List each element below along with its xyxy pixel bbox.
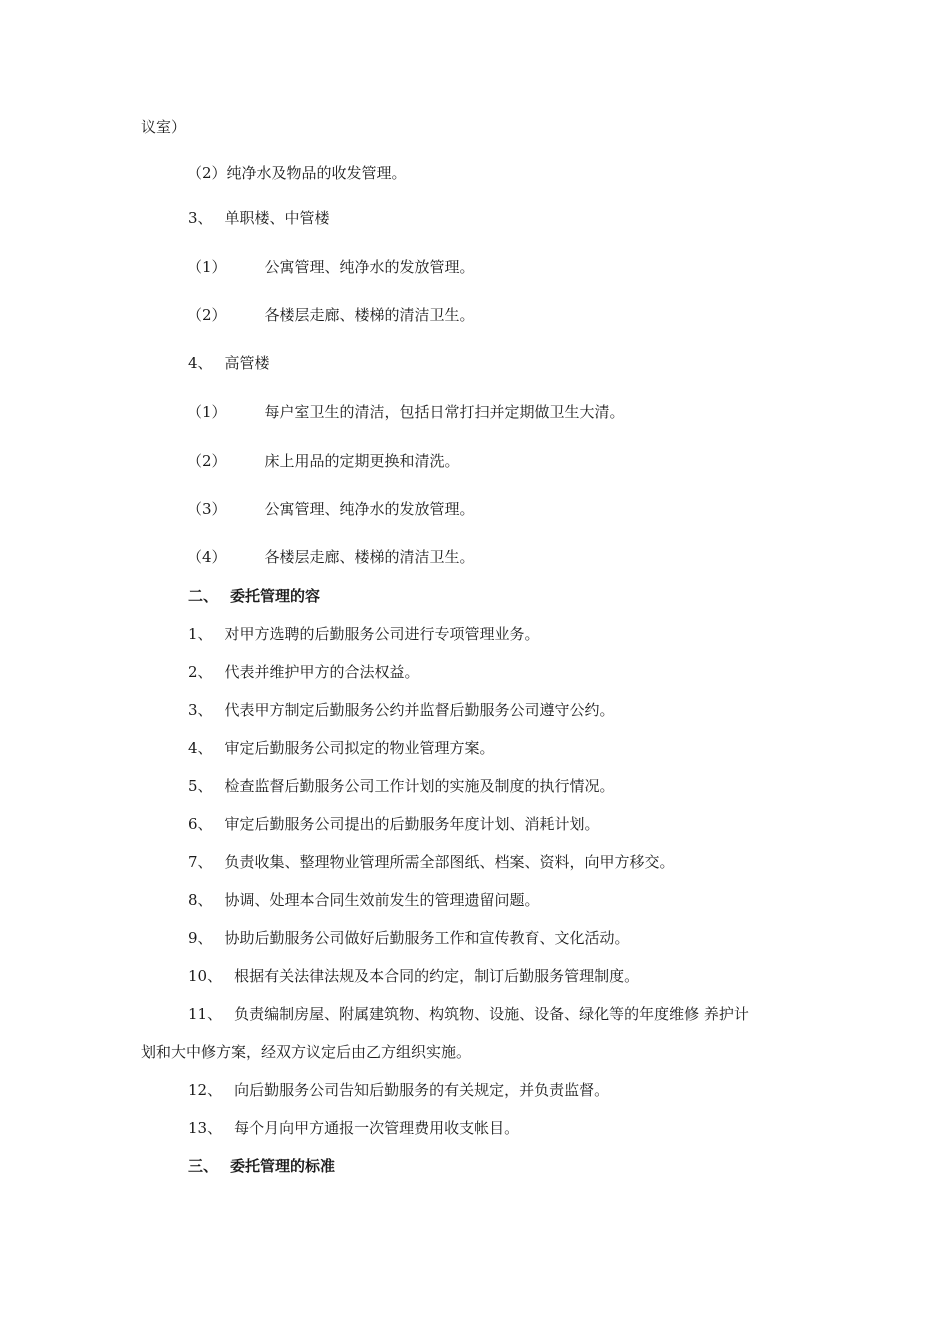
- list-item: [188, 966, 639, 986]
- item-number: （3）: [187, 500, 227, 518]
- item-number: 11、: [188, 1005, 223, 1023]
- line-text: 代表并维护甲方的合法权益。: [224, 663, 420, 681]
- list-item: [188, 700, 615, 720]
- paragraph-continuation: [141, 117, 186, 137]
- item-number: 12、: [188, 1081, 223, 1099]
- section-heading: [188, 1156, 335, 1176]
- list-item: [188, 624, 540, 644]
- item-number: 7、: [188, 853, 213, 871]
- list-item: [188, 852, 675, 872]
- list-item: [187, 499, 475, 519]
- line-text: （2）纯净水及物品的收发管理。: [187, 164, 407, 182]
- section-number: 二、: [188, 587, 219, 605]
- line-text: 根据有关法律法规及本合同的约定，制订后勤服务管理制度。: [234, 967, 640, 985]
- line-text: 床上用品的定期更换和清洗。: [264, 452, 460, 470]
- item-number: 2、: [188, 663, 213, 681]
- item-number: 5、: [188, 777, 213, 795]
- line-text: 公寓管理、纯净水的发放管理。: [264, 258, 475, 276]
- list-item: [188, 928, 630, 948]
- line-text: 划和大中修方案，经双方议定后由乙方组织实施。: [141, 1043, 472, 1061]
- item-number: 8、: [188, 891, 213, 909]
- list-item: [188, 738, 495, 758]
- list-item: [188, 353, 270, 373]
- list-item: [188, 890, 540, 910]
- item-number: 6、: [188, 815, 213, 833]
- line-text: 各楼层走廊、楼梯的清洁卫生。: [264, 548, 475, 566]
- line-text: 负责编制房屋、附属建筑物、构筑物、设施、设备、绿化等的年度维修 养护计: [234, 1005, 749, 1023]
- section-title: 委托管理的标准: [230, 1157, 336, 1175]
- list-item: [187, 257, 475, 277]
- list-item: [188, 662, 420, 682]
- list-item: [188, 1080, 609, 1100]
- item-number: 10、: [188, 967, 223, 985]
- line-text: 协调、处理本合同生效前发生的管理遗留问题。: [224, 891, 540, 909]
- line-text: 每个月向甲方通报一次管理费用收支帐目。: [234, 1119, 520, 1137]
- line-text: 高管楼: [224, 354, 270, 372]
- list-item: [187, 305, 475, 325]
- section-number: 三、: [188, 1157, 219, 1175]
- line-text: 检查监督后勤服务公司工作计划的实施及制度的执行情况。: [224, 777, 615, 795]
- paragraph-continuation: [141, 1042, 471, 1062]
- item-number: 4、: [188, 354, 213, 372]
- list-item: [187, 451, 460, 471]
- line-text: 向后勤服务公司告知后勤服务的有关规定，并负责监督。: [234, 1081, 610, 1099]
- list-item: [188, 776, 615, 796]
- line-text: 各楼层走廊、楼梯的清洁卫生。: [264, 306, 475, 324]
- item-number: 13、: [188, 1119, 223, 1137]
- item-number: （2）: [187, 306, 227, 324]
- line-text: 审定后勤服务公司拟定的物业管理方案。: [224, 739, 495, 757]
- section-title: 委托管理的容: [230, 587, 321, 605]
- item-number: （4）: [187, 548, 227, 566]
- list-item: [188, 1118, 519, 1138]
- item-number: 3、: [188, 209, 213, 227]
- line-text: 议室）: [141, 118, 187, 136]
- item-number: 9、: [188, 929, 213, 947]
- line-text: 协助后勤服务公司做好后勤服务工作和宣传教育、文化活动。: [224, 929, 630, 947]
- list-item: [187, 547, 475, 567]
- item-number: 4、: [188, 739, 213, 757]
- item-number: 3、: [188, 701, 213, 719]
- line-text: 负责收集、整理物业管理所需全部图纸、档案、资料，向甲方移交。: [224, 853, 675, 871]
- line-text: 每户室卫生的清洁，包括日常打扫并定期做卫生大清。: [264, 403, 625, 421]
- line-text: 代表甲方制定后勤服务公约并监督后勤服务公司遵守公约。: [224, 701, 615, 719]
- list-item: [188, 208, 330, 228]
- list-item: [187, 163, 407, 183]
- item-number: （1）: [187, 258, 227, 276]
- section-heading: [188, 586, 320, 606]
- line-text: 公寓管理、纯净水的发放管理。: [264, 500, 475, 518]
- line-text: 对甲方选聘的后勤服务公司进行专项管理业务。: [224, 625, 540, 643]
- item-number: （2）: [187, 452, 227, 470]
- line-text: 单职楼、中管楼: [224, 209, 330, 227]
- list-item: [188, 814, 600, 834]
- item-number: 1、: [188, 625, 213, 643]
- item-number: （1）: [187, 403, 227, 421]
- list-item: [187, 402, 625, 422]
- list-item: [188, 1004, 749, 1024]
- line-text: 审定后勤服务公司提出的后勤服务年度计划、消耗计划。: [224, 815, 600, 833]
